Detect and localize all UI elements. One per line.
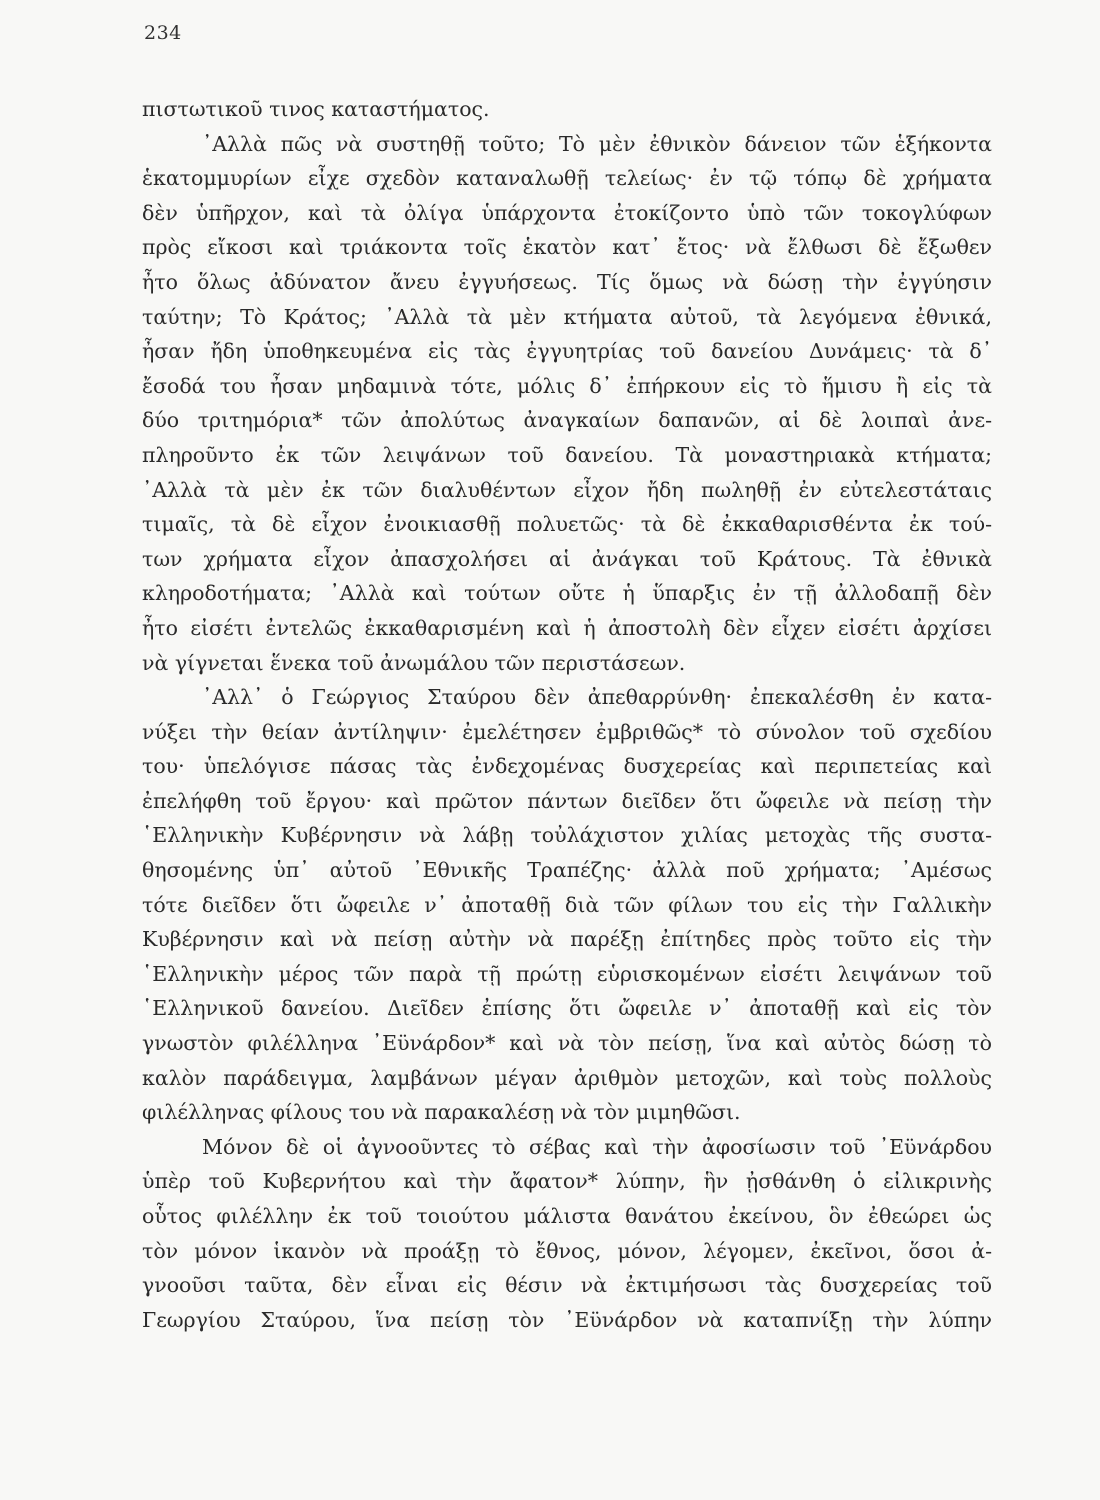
text-line: πρὸς εἴκοσι καὶ τριάκοντα τοῖς ἑκατὸν κατ᾿ ἔτος· νὰ ἔλθωσι δὲ ἔξωθεν [142,235,992,260]
text-line: ἑκατομμυρίων εἶχε σχεδὸν καταναλωθῇ τελείως· ἐν τῷ τόπῳ δὲ χρήματα [142,166,992,191]
page-number: 234 [144,22,182,44]
text-line: τότε διεῖδεν ὅτι ὤφειλε ν᾿ ἀποταθῇ διὰ τῶν φίλων του εἰς τὴν Γαλλικὴν [142,892,992,917]
text-line: νύξει τὴν θείαν ἀντίληψιν· ἐμελέτησεν ἐμβριθῶς* τὸ σύνολον τοῦ σχεδίου [142,719,992,744]
text-line: ἐπελήφθη τοῦ ἔργου· καὶ πρῶτον πάντων διεῖδεν ὅτι ὤφειλε νὰ πείσῃ τὴν [142,788,992,813]
text-line: του· ὑπελόγισε πάσας τὰς ἐνδεχομένας δυσχερείας καὶ περιπετείας καὶ [142,754,992,779]
text-line: πληροῦντο ἐκ τῶν λειψάνων τοῦ δανείου. Τὰ μοναστηριακὰ κτήματα; [142,442,992,467]
text-line: δὲν ὑπῆρχον, καὶ τὰ ὀλίγα ὑπάρχοντα ἐτοκίζοντο ὑπὸ τῶν τοκογλύφων [142,200,992,225]
text-line: Μόνον δὲ οἱ ἀγνοοῦντες τὸ σέβας καὶ τὴν ἀφοσίωσιν τοῦ ᾿Εϋνάρδου [202,1134,992,1159]
text-line: ὑπὲρ τοῦ Κυβερνήτου καὶ τὴν ἄφατον* λύπην, ἣν ᾐσθάνθη ὁ εἰλικρινὴς [142,1169,992,1194]
text-line: ἦτο ὅλως ἀδύνατον ἄνευ ἐγγυήσεως. Τίς ὅμως νὰ δώσῃ τὴν ἐγγύησιν [142,269,992,294]
text-line: ῾Ελληνικὴν Κυβέρνησιν νὰ λάβῃ τοὐλάχιστον χιλίας μετοχὰς τῆς συστα- [142,823,992,848]
text-line: ᾿Αλλ᾿ ὁ Γεώργιος Σταύρου δὲν ἀπεθαρρύνθη· ἐπεκαλέσθη ἐν κατα- [202,685,992,710]
text-line: ῾Ελληνικὴν μέρος τῶν παρὰ τῇ πρώτῃ εὑρισκομένων εἰσέτι λειψάνων τοῦ [142,961,992,986]
text-line: ᾿Αλλὰ τὰ μὲν ἐκ τῶν διαλυθέντων εἶχον ἤδη πωληθῇ ἐν εὐτελεστάταις [142,477,992,502]
text-line: Κυβέρνησιν καὶ νὰ πείσῃ αὐτὴν νὰ παρέξῃ ἐπίτηδες πρὸς τοῦτο εἰς τὴν [142,927,992,952]
text-line: νὰ γίγνεται ἕνεκα τοῦ ἀνωμάλου τῶν περιστάσεων. [142,650,686,675]
text-line: γνωστὸν φιλέλληνα ᾿Εϋνάρδον* καὶ νὰ τὸν πείσῃ, ἵνα καὶ αὐτὸς δώσῃ τὸ [142,1031,992,1056]
text-line: ἦσαν ἤδη ὑποθηκευμένα εἰς τὰς ἐγγυητρίας τοῦ δανείου Δυνάμεις· τὰ δ᾿ [142,339,992,364]
text-line: γνοοῦσι ταῦτα, δὲν εἶναι εἰς θέσιν νὰ ἐκτιμήσωσι τὰς δυσχερείας τοῦ [142,1273,992,1298]
text-line: ἔσοδά του ἦσαν μηδαμινὰ τότε, μόλις δ᾿ ἐπήρκουν εἰς τὸ ἥμισυ ἢ εἰς τὰ [142,373,992,398]
text-line: καλὸν παράδειγμα, λαμβάνων μέγαν ἀριθμὸν μετοχῶν, καὶ τοὺς πολλοὺς [142,1065,992,1090]
text-line: δύο τριτημόρια* τῶν ἀπολύτως ἀναγκαίων δαπανῶν, αἱ δὲ λοιπαὶ ἀνε- [142,408,992,433]
body-text [142,92,992,1337]
text-line: Γεωργίου Σταύρου, ἵνα πείσῃ τὸν ᾿Εϋνάρδον νὰ καταπνίξῃ τὴν λύπην [142,1307,992,1332]
text-line: ῾Ελληνικοῦ δανείου. Διεῖδεν ἐπίσης ὅτι ὤφειλε ν᾿ ἀποταθῇ καὶ εἰς τὸν [142,996,992,1021]
text-line: τὸν μόνον ἱκανὸν νὰ προάξῃ τὸ ἔθνος, μόνον, λέγομεν, ἐκεῖνοι, ὅσοι ἀ- [142,1238,992,1263]
text-line: φιλέλληνας φίλους του νὰ παρακαλέσῃ νὰ τὸν μιμηθῶσι. [142,1100,741,1125]
text-line: ταύτην; Τὸ Κράτος; ᾿Αλλὰ τὰ μὲν κτήματα αὐτοῦ, τὰ λεγόμενα ἐθνικά, [142,304,992,329]
text-line: κληροδοτήματα; ᾿Αλλὰ καὶ τούτων οὔτε ἡ ὕπαρξις ἐν τῇ ἀλλοδαπῇ δὲν [142,581,992,606]
text-line: ἦτο εἰσέτι ἐντελῶς ἐκκαθαρισμένη καὶ ἡ ἀποστολὴ δὲν εἶχεν εἰσέτι ἀρχίσει [142,615,992,640]
text-line: πιστωτικοῦ τινος καταστήματος. [142,97,490,121]
text-line: θησομένης ὑπ᾿ αὐτοῦ ᾿Εθνικῆς Τραπέζης· ἀλλὰ ποῦ χρήματα; ᾿Αμέσως [142,858,992,883]
text-line: των χρήματα εἶχον ἀπασχολήσει αἱ ἀνάγκαι τοῦ Κράτους. Τὰ ἐθνικὰ [142,546,992,571]
text-line: ᾿Αλλὰ πῶς νὰ συστηθῇ τοῦτο; Τὸ μὲν ἐθνικὸν δάνειον τῶν ἑξήκοντα [202,131,992,156]
text-line: οὗτος φιλέλλην ἐκ τοῦ τοιούτου μάλιστα θανάτου ἐκείνου, ὃν ἐθεώρει ὡς [142,1204,992,1228]
text-line: τιμαῖς, τὰ δὲ εἶχον ἐνοικιασθῇ πολυετῶς· τὰ δὲ ἐκκαθαρισθέντα ἐκ τού- [142,512,992,537]
